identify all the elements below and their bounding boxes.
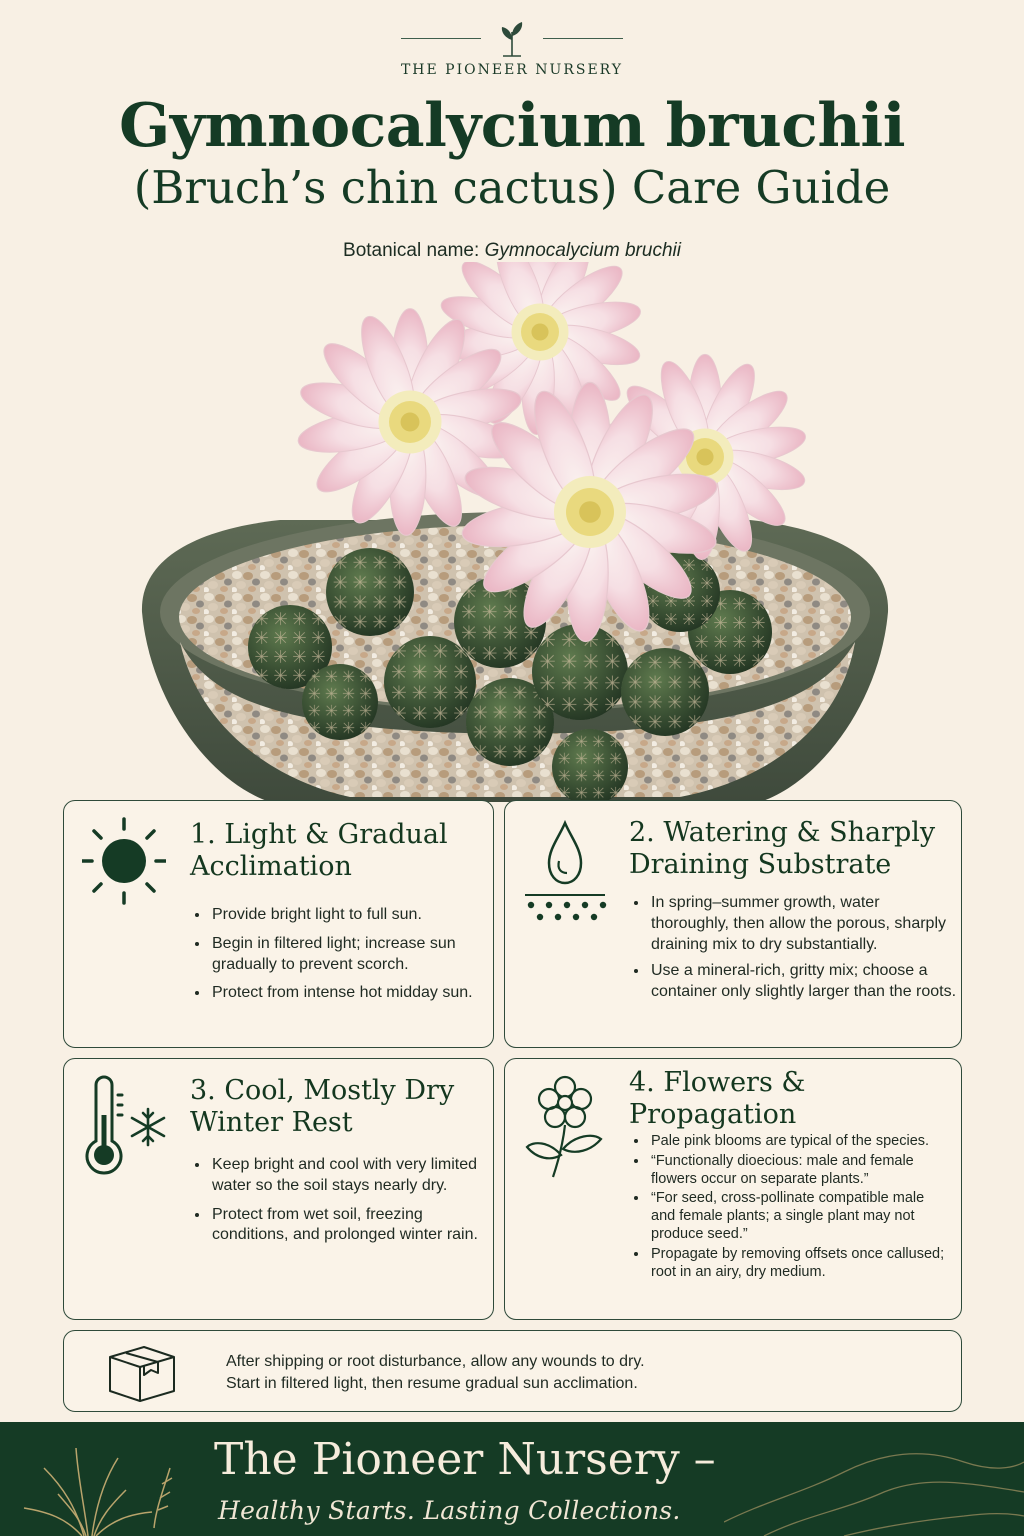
bullet-item: • Protect from intense hot midday sun. [210,983,500,1004]
bullet-item: • Provide bright light to full sun. [210,905,500,926]
card-winter-rest [63,1058,494,1320]
title-line-1: Gymnocalycium bruchii [118,91,906,161]
bullet-item: • “Functionally dioecious: male and female flowers occur on separate plants.” [649,1153,949,1189]
divider-line [543,38,623,39]
bullet-item: • Pale pink blooms are typical of the species. [649,1133,949,1151]
bullet-item: • Propagate by removing offsets once callused; root in an airy, dry medium. [649,1246,949,1282]
card-bullets [190,905,500,1012]
flower-icon [523,1075,605,1179]
card-light [63,800,494,1048]
card-bullets [190,1155,500,1254]
brand-logo [0,18,1024,78]
footer-title: The Pioneer Nursery – [214,1434,716,1485]
sprout-icon [495,18,529,58]
bullet-item: • Begin in filtered light; increase sun gradually to prevent scorch. [210,934,500,976]
bullet-item: • Protect from wet soil, freezing conditions, and prolonged winter rain. [210,1205,500,1247]
botanical-label: Botanical name: [343,240,480,261]
brand-name: THE PIONEER NURSERY [400,62,624,78]
shipping-text [226,1351,645,1396]
shipping-note [63,1330,962,1412]
page-title [0,92,1024,214]
card-title: 1. Light & Gradual Acclimation [190,819,448,883]
box-icon [104,1339,180,1405]
footer-banner [0,1422,1024,1536]
bullet-item: • Use a mineral-rich, gritty mix; choose a container only slightly larger than the roots. [649,961,959,1003]
card-flowers-propagation [504,1058,962,1320]
shipping-line-2: Start in filtered light, then resume gradual sun acclimation. [226,1375,638,1393]
bullet-item: • In spring–summer growth, water thoroughly, then allow the porous, sharply draining mix to dry substantially. [649,893,959,955]
title-line-2: (Bruch’s chin cactus) Care Guide [133,160,891,214]
card-watering [504,800,962,1048]
hills-illustration [724,1432,1024,1536]
bullet-item: • Keep bright and cool with very limited water so the soil stays nearly dry. [210,1155,500,1197]
divider-line [401,38,481,39]
footer-tagline: Healthy Starts. Lasting Collections. [218,1496,681,1525]
card-title: 2. Watering & Sharply Draining Substrate [629,817,936,881]
card-title: 3. Cool, Mostly Dry Winter Rest [190,1075,455,1139]
card-title: 4. Flowers & Propagation [629,1067,806,1131]
sun-icon [82,813,166,909]
card-bullets [629,1133,949,1284]
thermometer-snowflake-icon [82,1075,172,1175]
water-drop-icon [519,815,611,925]
bullet-item: • “For seed, cross-pollinate compatible male and female plants; a single plant may not produce seed.” [649,1190,949,1243]
plant-photo [120,262,910,802]
botanical-name [0,240,1024,262]
shipping-line-1: After shipping or root disturbance, allow any wounds to dry. [226,1353,645,1370]
botanical-species: Gymnocalycium bruchii [484,240,681,261]
agave-illustration [14,1428,184,1536]
card-bullets [629,893,959,1009]
